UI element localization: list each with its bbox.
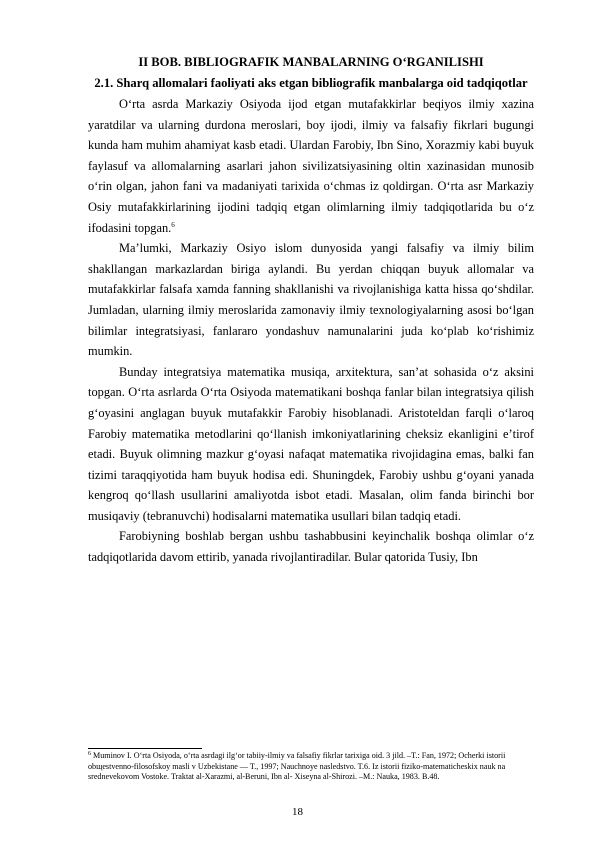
paragraph-4: Farobiyning boshlab bergan ushbu tashabbusini keyinchalik boshqa olimlar oʻz tadqiqotlarida davom ettirib, yanada rivojlantiradilar. Bular qatorida Tusiy, Ibn [88, 529, 534, 565]
footnote-separator [88, 748, 202, 749]
footnote-reference[interactable]: 6 [171, 220, 175, 229]
footnote-marker: 6 [88, 751, 91, 757]
section-title: 2.1. Sharq allomalari faoliyati aks etgan bibliografik manbalarga oid tadqiqotlar [94, 76, 528, 90]
footnote-text: Muminov I. Oʻrta Osiyoda, oʻrta asrdagi ilgʻor tabiiy-ilmiy va falsafiy fikrlar tarixiga oid. 3 jild. –T.: Fan, 1972; Ocherki istorii obщestvenno-filosofskoy masli v Uzbekistane — T., 1997; Nauchnoye nasledstvo. T.6. Iz istorii fiziko-matematicheskix nauk na srednevekovom Vostoke. Traktat al-Xarazmi, al-Beruni, Ibn al- Xiseyna al-Shirozi. –M.: Nauka, 1983. B.48. [88, 751, 506, 782]
paragraph-2: Maʼlumki, Markaziy Osiyo islom dunyosida yangi falsafiy va ilmiy bilim shakllangan markazlardan biriga aylandi. Bu yerdan chiqqan buyuk allomalar va mutafakkirlar falsafa xamda fanning shakllanishi va rivojlanishiga katta hissa qoʻshdilar. Jumladan, ularning ilmiy meroslarida zamonaviy ilmiy texnologiyalarning asosi boʻlgan bilimlar integratsiyasi, fanlararo yondashuv namunalarini juda koʻplab koʻrishimiz mumkin. [88, 241, 534, 359]
page-number: 18 [292, 806, 303, 818]
chapter-title: II BOB. BIBLIOGRAFIK MANBALARNING OʻRGANILISHI [138, 55, 484, 69]
footnote [88, 751, 534, 783]
paragraph-1 [88, 94, 534, 238]
paragraph-3: Bunday integratsiya matematika musiqa, arxitektura, sanʼat sohasida oʻz aksini topgan. Oʻrta asrlarda Oʻrta Osiyoda matematikani boshqa fanlar bilan integratsiya qilish gʻoyasini anglagan buyuk mutafakkir Farobiy hisoblanadi. Aristoteldan farqli oʻlaroq Farobiy matematika metodlarini qoʻllanish imkoniyatlarining cheksiz ekanligini eʼtirof etadi. Buyuk olimning mazkur gʻoyasi nafaqat matematika rivojidagina emas, balki fan tizimi taraqqiyotida ham buyuk hodisa edi. Shuningdek, Farobiy ushbu gʻoyani yanada kengroq qoʻllash usullarini amaliyotda isbot etadi. Masalan, olim fanda birinchi bor musiqaviy (tebranuvchi) hodisalarni matematika usullari bilan tadqiq etadi. [88, 364, 534, 523]
paragraph-1-text: Oʻrta asrda Markaziy Osiyoda ijod etgan mutafakkirlar beqiyos ilmiy xazina yaratdilar va ularning durdona meroslari, boy ijodi, ilmiy va falsafiy fikrlari bugungi kunda ham muhim ahamiyat kasb etadi. Ulardan Farobiy, Ibn Sino, Xorazmiy kabi buyuk faylasuf va allomalarning asarlari jahon sivilizatsiyasining oltin xazinasidan munosib oʻrin olgan, jahon fani va madaniyati tarixida oʻchmas iz qoldirgan. Oʻrta asr Markaziy Osiy mutafakkirlarining ijodini tadqiq etgan olimlarning ilmiy tadqiqotlarida bu oʻz ifodasini topgan. [88, 97, 534, 235]
